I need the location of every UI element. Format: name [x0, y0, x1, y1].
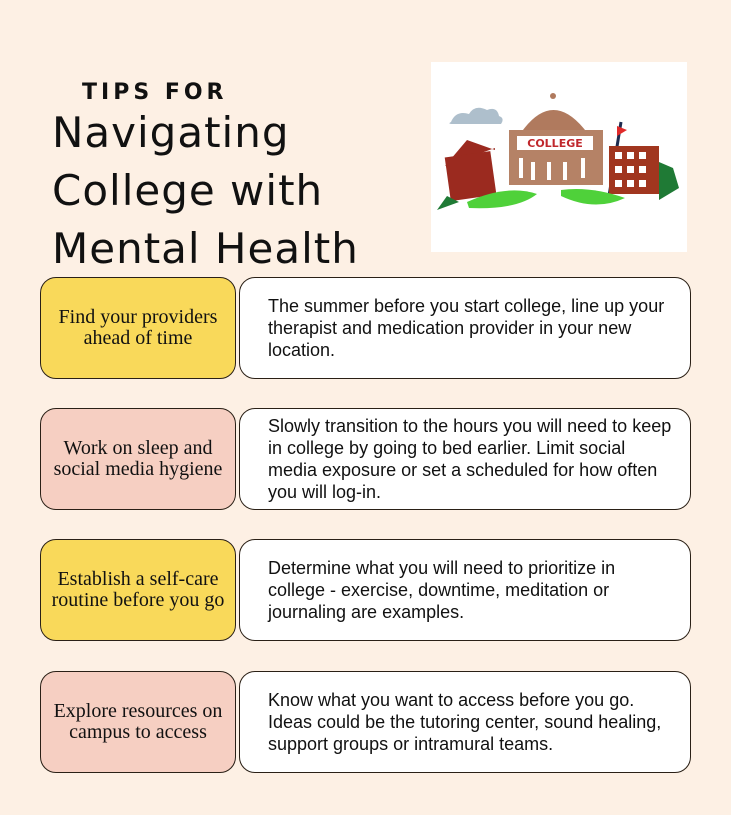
tip-body: Know what you want to access before you go. Ideas could be the tutoring center, sound healing, support groups or intramural teams.	[239, 671, 691, 773]
tip-heading: Explore resources on campus to access	[40, 671, 236, 773]
college-sign-text: COLLEGE	[527, 137, 583, 150]
tip-row	[40, 408, 691, 512]
tip-row	[40, 277, 691, 381]
tip-heading: Work on sleep and social media hygiene	[40, 408, 236, 510]
title-line: Mental Health	[52, 224, 359, 273]
tip-heading: Find your providers ahead of time	[40, 277, 236, 379]
tip-row	[40, 539, 691, 643]
kicker-text: TIPS FOR	[82, 80, 228, 105]
title-line: Navigating	[52, 108, 290, 157]
tip-body: Determine what you will need to prioritize in college - exercise, downtime, meditation or journaling are examples.	[239, 539, 691, 641]
college-illustration	[431, 62, 687, 252]
tip-body: Slowly transition to the hours you will need to keep in college by going to bed earlier. Limit social media exposure or set a scheduled for how often you will log-in.	[239, 408, 691, 510]
tip-body: The summer before you start college, line up your therapist and medication provider in your new location.	[239, 277, 691, 379]
tip-row	[40, 671, 691, 775]
title-line: College with	[52, 166, 324, 215]
tip-heading: Establish a self-care routine before you go	[40, 539, 236, 641]
page-title	[52, 104, 359, 278]
